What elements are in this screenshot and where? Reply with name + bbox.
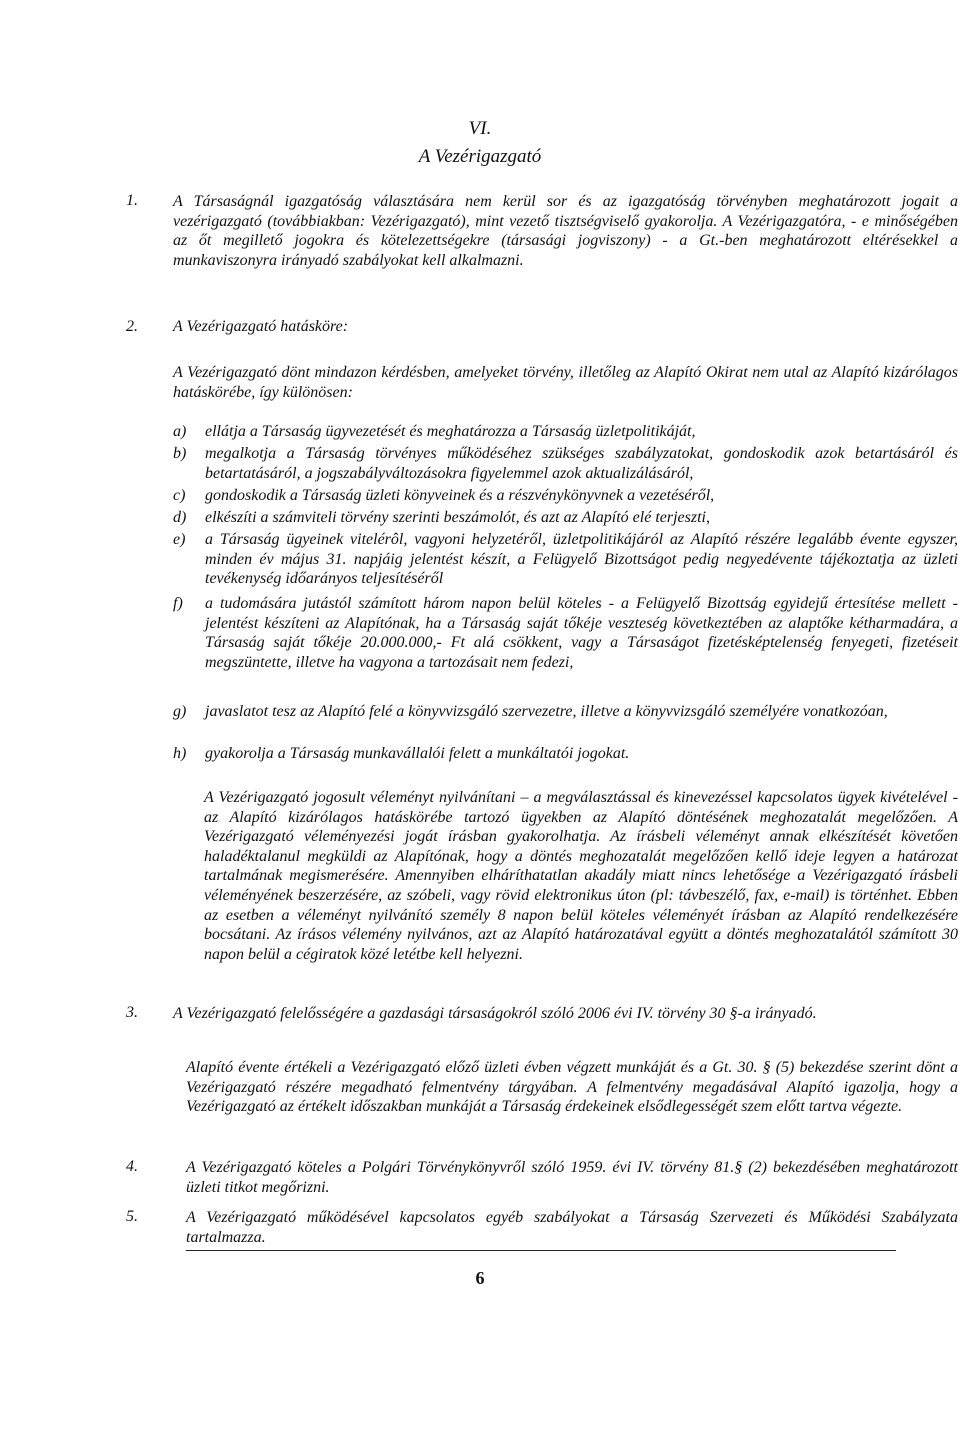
section-2-heading: A Vezérigazgató hatásköre: xyxy=(173,318,349,335)
list-item-label: e) xyxy=(173,531,186,548)
list-item-text: a Társaság ügyeinek vitelérôl, vagyoni helyzetéről, üzletpolitikájáról az Alapító részére legalább évente egyszer, minden év május 31. napjáig jelentést készít, a Felügyelő Bizottságot pedig negyedévente tájékoztatja az üzleti tevékenység időarányos teljesítéséről xyxy=(205,531,958,588)
section-3-paragraph-2: Alapító évente értékeli a Vezérigazgató előző üzleti évben végzett munkáját és a Gt. 30. § (5) bekezdése szerint dönt a Vezérigazgató részére megadható felmentvény tárgyában. A felmentvény megadásával Alapító igazolja, hogy a Vezérigazgató az értékelt időszakban munkáját a Társaság érdekeinek elsődlegességét szem előtt tartva végezte. xyxy=(186,1059,958,1116)
list-item-text: gyakorolja a Társaság munkavállalói felett a munkáltatói jogokat. xyxy=(205,745,630,762)
list-item-label: h) xyxy=(173,745,187,762)
list-item-label: c) xyxy=(173,487,186,504)
list-item-text: ellátja a Társaság ügyvezetését és meghatározza a Társaság üzletpolitikáját, xyxy=(205,423,696,440)
list-item-label: g) xyxy=(173,703,187,720)
section-3-text: A Vezérigazgató felelősségére a gazdasági társaságokról szóló 2006 évi IV. törvény 30 §-a irányadó. xyxy=(173,1005,817,1022)
section-1-number: 1. xyxy=(126,192,138,209)
section-2-number: 2. xyxy=(126,318,138,335)
list-item-label: b) xyxy=(173,445,187,462)
section-4-text: A Vezérigazgató köteles a Polgári Törvénykönyvről szóló 1959. évi IV. törvény 81.§ (2) bekezdésében meghatározott üzleti titkot megőrizni. xyxy=(186,1159,958,1196)
page-number: 6 xyxy=(475,1268,485,1288)
list-item-label: d) xyxy=(173,509,187,526)
divider xyxy=(186,1250,896,1251)
list-item-text: megalkotja a Társaság törvényes működéséhez szükséges szabályzatokat, gondoskodik azok betartásáról és betartatásáról, a jogszabályváltozásokra figyelemmel azok aktualizálásáról, xyxy=(205,445,958,482)
list-item-text: gondoskodik a Társaság üzleti könyveinek és a részvénykönyvnek a vezetéséről, xyxy=(205,487,715,504)
section-2-closing: A Vezérigazgató jogosult véleményt nyilvánítani – a megválasztással és kinevezéssel kapcsolatos ügyek kivételével - az Alapító kizárólagos hatáskörébe tartozó ügyekben az Alapító döntésének meghozatalát megelőzően. A Vezérigazgató véleményezési jogát írásban gyakorolhatja. Az írásbeli véleményt annak elkészítését követően haladéktalanul megküldi az Alapítónak, hogy a döntés meghozatalát megelőzően kellő ideje legyen a határozat tartalmának megismerésére. Amennyiben elháríthatatlan akadály miatt nincs lehetősége a Vezérigazgató írásbeli véleményének beszerzésére, az szóbeli, vagy rövid elektronikus úton (pl: távbeszélő, fax, e-mail) is történhet. Ebben az esetben a véleményt nyilvánító személy 8 napon belül köteles véleményét írásban az Alapító rendelkezésére bocsátani. Az írásos vélemény nyilvános, azt az Alapító határozatával együtt a döntés meghozatalától számított 30 napon belül a cégiratok közé letétbe kell helyezni. xyxy=(204,789,958,963)
list-item-text: elkészíti a számviteli törvény szerinti beszámolót, és azt az Alapító elé terjeszti, xyxy=(205,509,710,526)
section-5-text: A Vezérigazgató működésével kapcsolatos egyéb szabályokat a Társaság Szervezeti és Működési Szabályzata tartalmazza. xyxy=(186,1209,958,1246)
chapter-title: A Vezérigazgató xyxy=(418,146,542,167)
section-5-number: 5. xyxy=(126,1208,138,1225)
chapter-number: VI. xyxy=(468,118,492,139)
list-item-label: f) xyxy=(173,595,183,612)
list-item-text: a tudomására jutástól számított három napon belül köteles - a Felügyelő Bizottság egyidejű értesítése mellett - jelentést készíteni az Alapítónak, ha a Társaság saját tőkéje veszteség következtében az alaptőke kétharmadára, a Társaság saját tőkéje 20.000.000,- Ft alá csökkent, vagy a Társaságot fizetésképtelenség fenyegeti, fizetéseit megszüntette, illetve ha vagyona a tartozásait nem fedezi, xyxy=(205,595,958,671)
list-item-label: a) xyxy=(173,423,187,440)
section-1-text: A Társaságnál igazgatóság választására nem kerül sor és az igazgatóság törvényben meghatározott jogait a vezérigazgató (továbbiakban: Vezérigazgató), mint vezető tisztségviselő gyakorolja. A Vezérigazgatóra, - e minőségében az őt megillető jogokra és kötelezettségekre (társasági jogviszony) - a Gt.-ben meghatározott eltérésekkel a munkaviszonyra irányadó szabályokat kell alkalmazni. xyxy=(173,193,958,269)
section-2-intro: A Vezérigazgató dönt mindazon kérdésben, amelyeket törvény, illetőleg az Alapító Okirat nem utal az Alapító kizárólagos hatáskörébe, így különösen: xyxy=(173,364,958,401)
section-3-number: 3. xyxy=(126,1004,138,1021)
list-item-text: javaslatot tesz az Alapító felé a könyvvizsgáló szervezetre, illetve a könyvvizsgáló személyére vonatkozóan, xyxy=(205,703,888,720)
section-4-number: 4. xyxy=(126,1158,138,1175)
